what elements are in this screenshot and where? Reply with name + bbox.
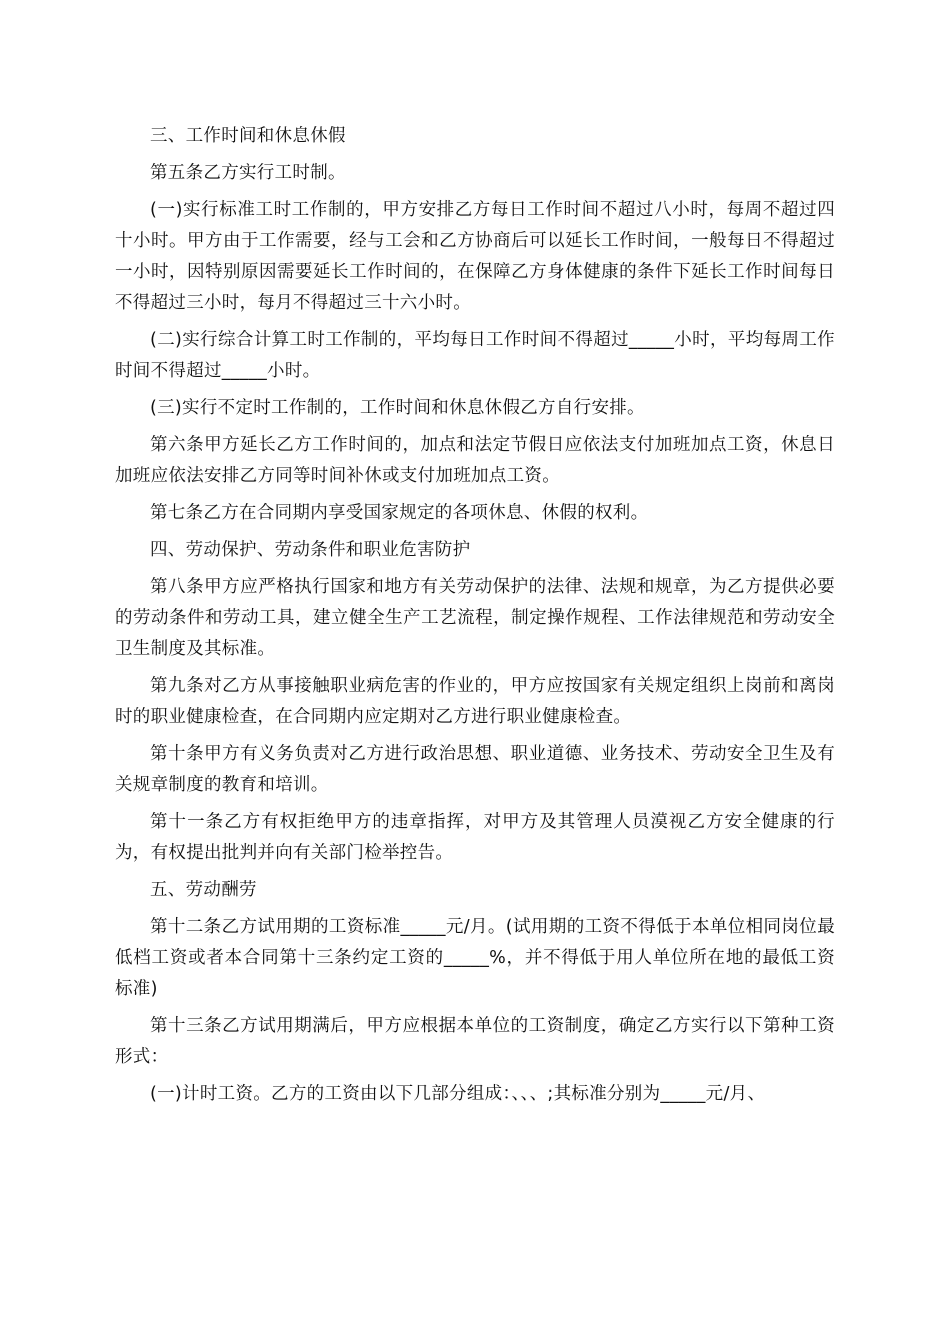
document-body — [115, 121, 835, 1116]
article-13: 第十三条乙方试用期满后，甲方应根据本单位的工资制度，确定乙方实行以下第种工资形式： — [115, 1016, 835, 1067]
section-heading-labor-protection: 四、劳动保护、劳动条件和职业危害防护 — [150, 540, 471, 560]
article-5: 第五条乙方实行工时制。 — [150, 163, 346, 183]
article-11: 第十一条乙方有权拒绝甲方的违章指挥，对甲方及其管理人员漠视乙方安全健康的行为，有权提出批判并向有关部门检举控告。 — [115, 812, 835, 863]
article-7: 第七条乙方在合同期内享受国家规定的各项休息、休假的权利。 — [150, 503, 649, 523]
article-12: 第十二条乙方试用期的工资标准_____元/月。(试用期的工资不得低于本单位相同岗位最低档工资或者本合同第十三条约定工资的_____%，并不得低于用人单位所在地的最低工资标准) — [115, 917, 835, 999]
article-5-item-3: (三)实行不定时工作制的，工作时间和休息休假乙方自行安排。 — [150, 398, 645, 418]
article-5-item-1: (一)实行标准工时工作制的，甲方安排乙方每日工作时间不超过八小时，每周不超过四十小时。甲方由于工作需要，经与工会和乙方协商后可以延长工作时间，一般每日不得超过一小时，因特别原因需要延长工作时间的，在保障乙方身体健康的条件下延长工作时间每日不得超过三小时，每月不得超过三十六小时。 — [115, 200, 835, 313]
article-8: 第八条甲方应严格执行国家和地方有关劳动保护的法律、法规和规章，为乙方提供必要的劳动条件和劳动工具，建立健全生产工艺流程，制定操作规程、工作法律规范和劳动安全卫生制度及其标准。 — [115, 577, 835, 659]
section-heading-remuneration: 五、劳动酬劳 — [150, 880, 257, 900]
article-13-item-1: (一)计时工资。乙方的工资由以下几部分组成：、、、;其标准分别为_____元/月、 — [150, 1084, 766, 1104]
article-5-item-2: (二)实行综合计算工时工作制的，平均每日工作时间不得超过_____小时，平均每周工作时间不得超过_____小时。 — [115, 330, 835, 381]
section-heading-work-hours: 三、工作时间和休息休假 — [150, 126, 346, 146]
article-6: 第六条甲方延长乙方工作时间的，加点和法定节假日应依法支付加班加点工资，休息日加班应依法安排乙方同等时间补休或支付加班加点工资。 — [115, 435, 835, 486]
article-9: 第九条对乙方从事接触职业病危害的作业的，甲方应按国家有关规定组织上岗前和离岗时的职业健康检查，在合同期内应定期对乙方进行职业健康检查。 — [115, 676, 835, 727]
article-10: 第十条甲方有义务负责对乙方进行政治思想、职业道德、业务技术、劳动安全卫生及有关规章制度的教育和培训。 — [115, 744, 835, 795]
